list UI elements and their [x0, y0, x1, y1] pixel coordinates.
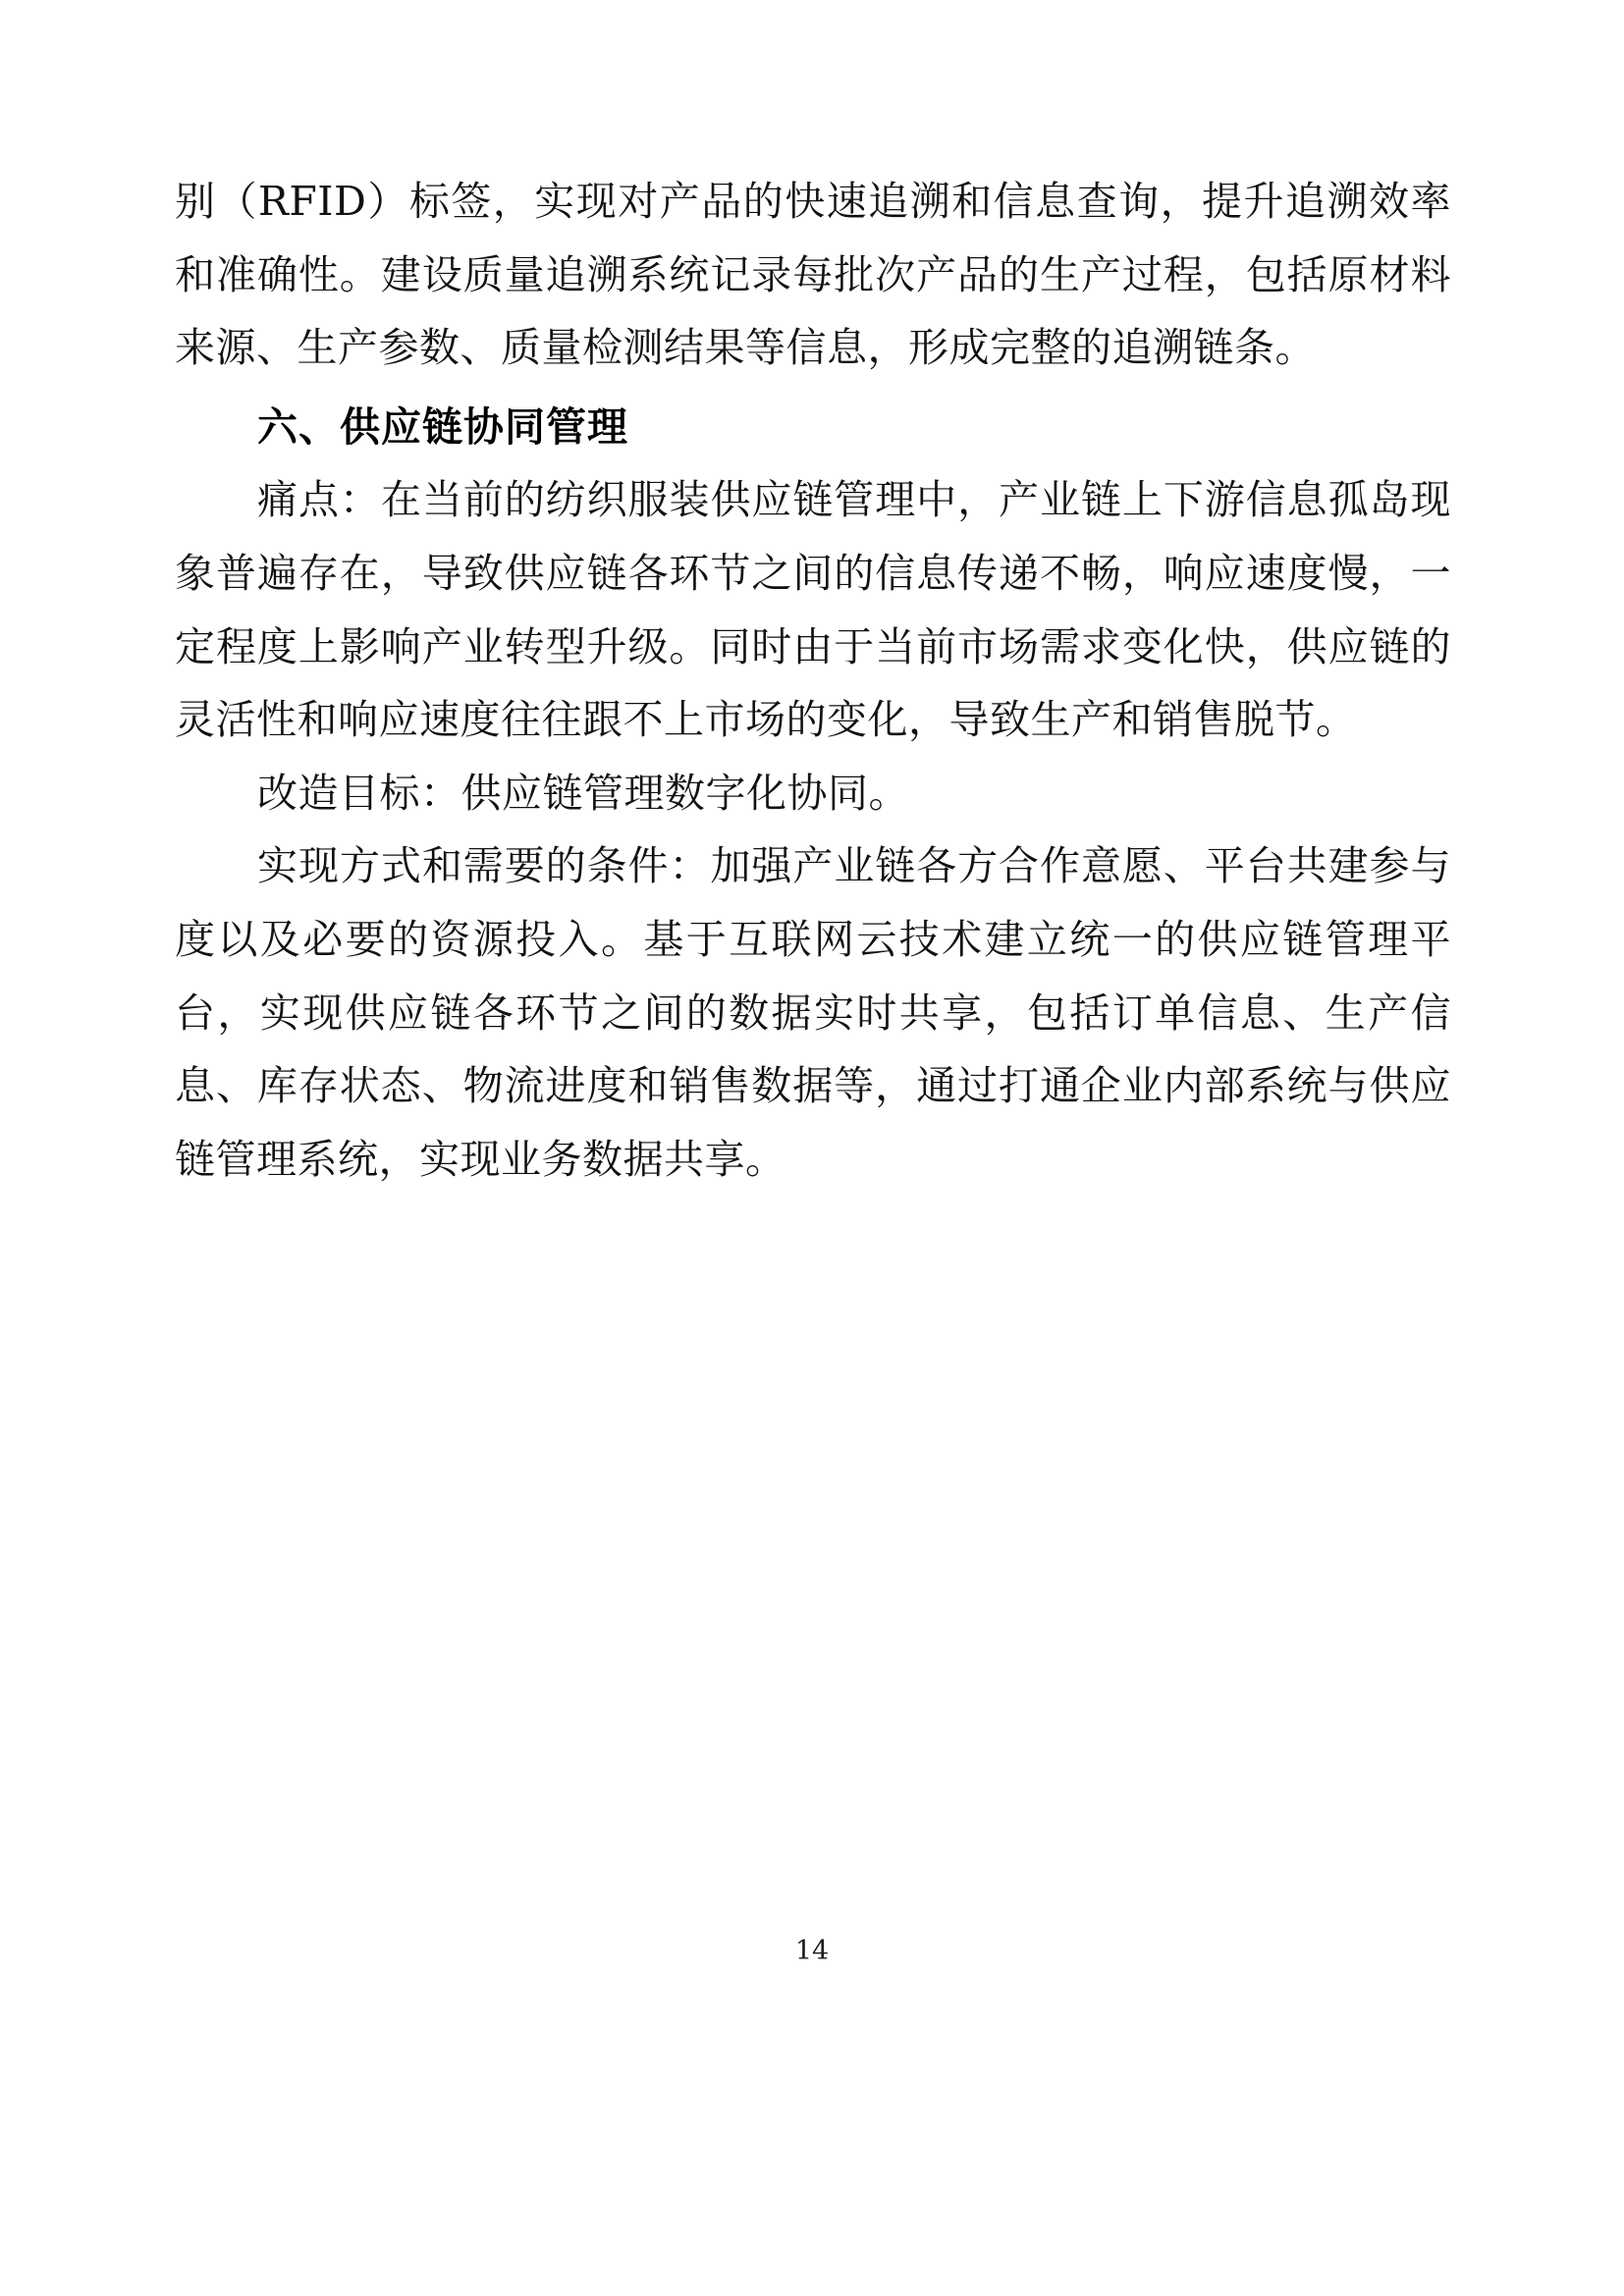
document-body: [175, 165, 1451, 1197]
continued-paragraph: 别（RFID）标签，实现对产品的快速追溯和信息查询，提升追溯效率和准确性。建设质量追溯系统记录每批次产品的生产过程，包括原材料来源、生产参数、质量检测结果等信息，形成完整的追溯链条。: [175, 178, 1451, 372]
paragraph-method: 实现方式和需要的条件：加强产业链各方合作意愿、平台共建参与度以及必要的资源投入。基于互联网云技术建立统一的供应链管理平台，实现供应链各环节之间的数据实时共享，包括订单信息、生产信息、库存状态、物流进度和销售数据等，通过打通企业内部系统与供应链管理系统，实现业务数据共享。: [175, 842, 1451, 1183]
section-heading: 六、供应链协同管理: [257, 402, 629, 451]
paragraph-pain-point: 痛点：在当前的纺织服装供应链管理中，产业链上下游信息孤岛现象普遍存在，导致供应链各环节之间的信息传递不畅，响应速度慢，一定程度上影响产业转型升级。同时由于当前市场需求变化快，供应链的灵活性和响应速度往往跟不上市场的变化，导致生产和销售脱节。: [175, 476, 1451, 744]
page-number: 14: [794, 1936, 830, 1966]
paragraph-goal: 改造目标：供应链管理数字化协同。: [257, 769, 910, 817]
